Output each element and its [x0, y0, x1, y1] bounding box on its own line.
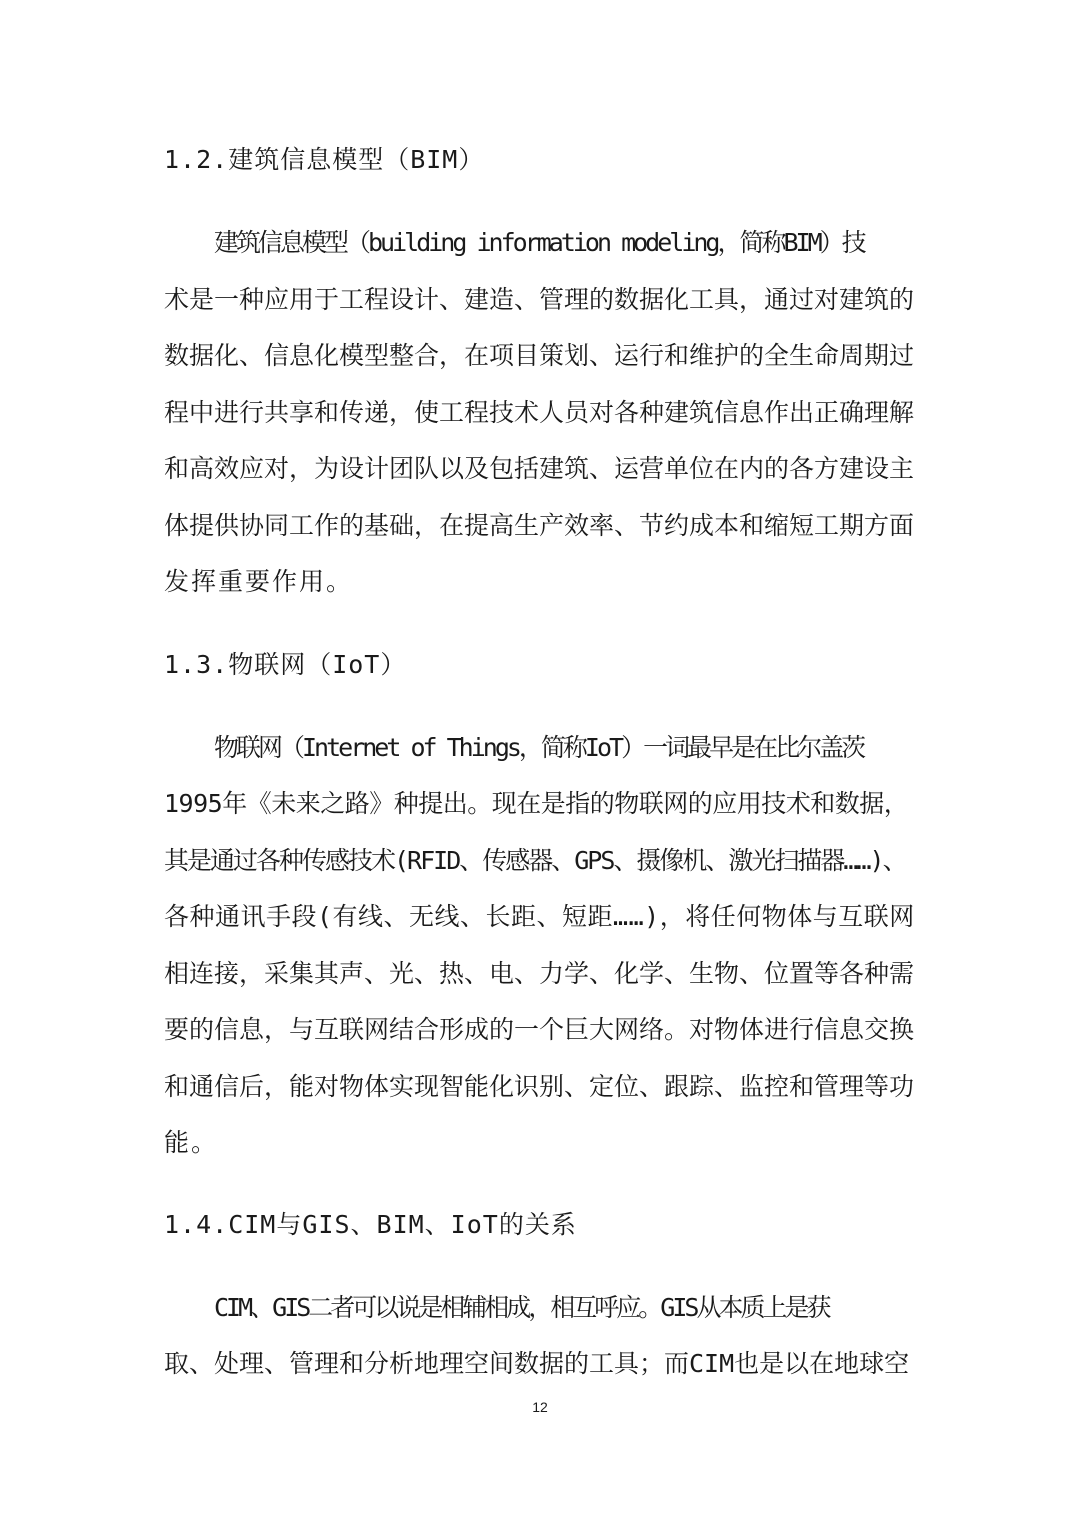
- paragraph-line: CIM、GIS二者可以说是相辅相成，相互呼应。GIS从本质上是获: [214, 1293, 829, 1322]
- section-heading-bim: 1.2.建筑信息模型（BIM）: [164, 145, 485, 174]
- page-number: 12: [532, 1399, 548, 1415]
- paragraph-line: 和高效应对，为设计团队以及包括建筑、运营单位在内的各方建设主: [164, 454, 915, 483]
- section-heading-iot: 1.3.物联网（IoT）: [164, 650, 407, 679]
- paragraph-line: 相连接，采集其声、光、热、电、力学、化学、生物、位置等各种需: [164, 959, 915, 988]
- paragraph-line: 其是通过各种传感技术(RFID、传感器、GPS、摄像机、激光扫描器……)、: [164, 846, 906, 875]
- paragraph-line: 发挥重要作用。: [164, 567, 354, 596]
- paragraph-line: 数据化、信息化模型整合，在项目策划、运行和维护的全生命周期过: [164, 341, 915, 370]
- paragraph-line: 能。: [164, 1128, 219, 1157]
- paragraph-line: 体提供协同工作的基础，在提高生产效率、节约成本和缩短工期方面: [164, 511, 915, 540]
- paragraph-line: 1995年《未来之路》种提出。现在是指的物联网的应用技术和数据，: [164, 789, 909, 818]
- paragraph-line: 和通信后，能对物体实现智能化识别、定位、跟踪、监控和管理等功: [164, 1072, 915, 1101]
- paragraph-line: 程中进行共享和传递，使工程技术人员对各种建筑信息作出正确理解: [164, 398, 915, 427]
- paragraph-line: 物联网（Internet of Things，简称IoT）一词最早是在比尔盖茨: [214, 733, 864, 762]
- paragraph-line: 要的信息，与互联网结合形成的一个巨大网络。对物体进行信息交换: [164, 1015, 915, 1044]
- section-heading-cim-relations: 1.4.CIM与GIS、BIM、IoT的关系: [164, 1210, 577, 1239]
- paragraph-line: 术是一种应用于工程设计、建造、管理的数据化工具，通过对建筑的: [164, 285, 915, 314]
- paragraph-line: 建筑信息模型（building information modeling，简称BIM）技: [214, 228, 864, 257]
- paragraph-line: 各种通讯手段(有线、无线、长距、短距……)，将任何物体与互联网: [164, 902, 915, 931]
- paragraph-line: 取、处理、管理和分析地理空间数据的工具；而CIM也是以在地球空: [164, 1349, 910, 1378]
